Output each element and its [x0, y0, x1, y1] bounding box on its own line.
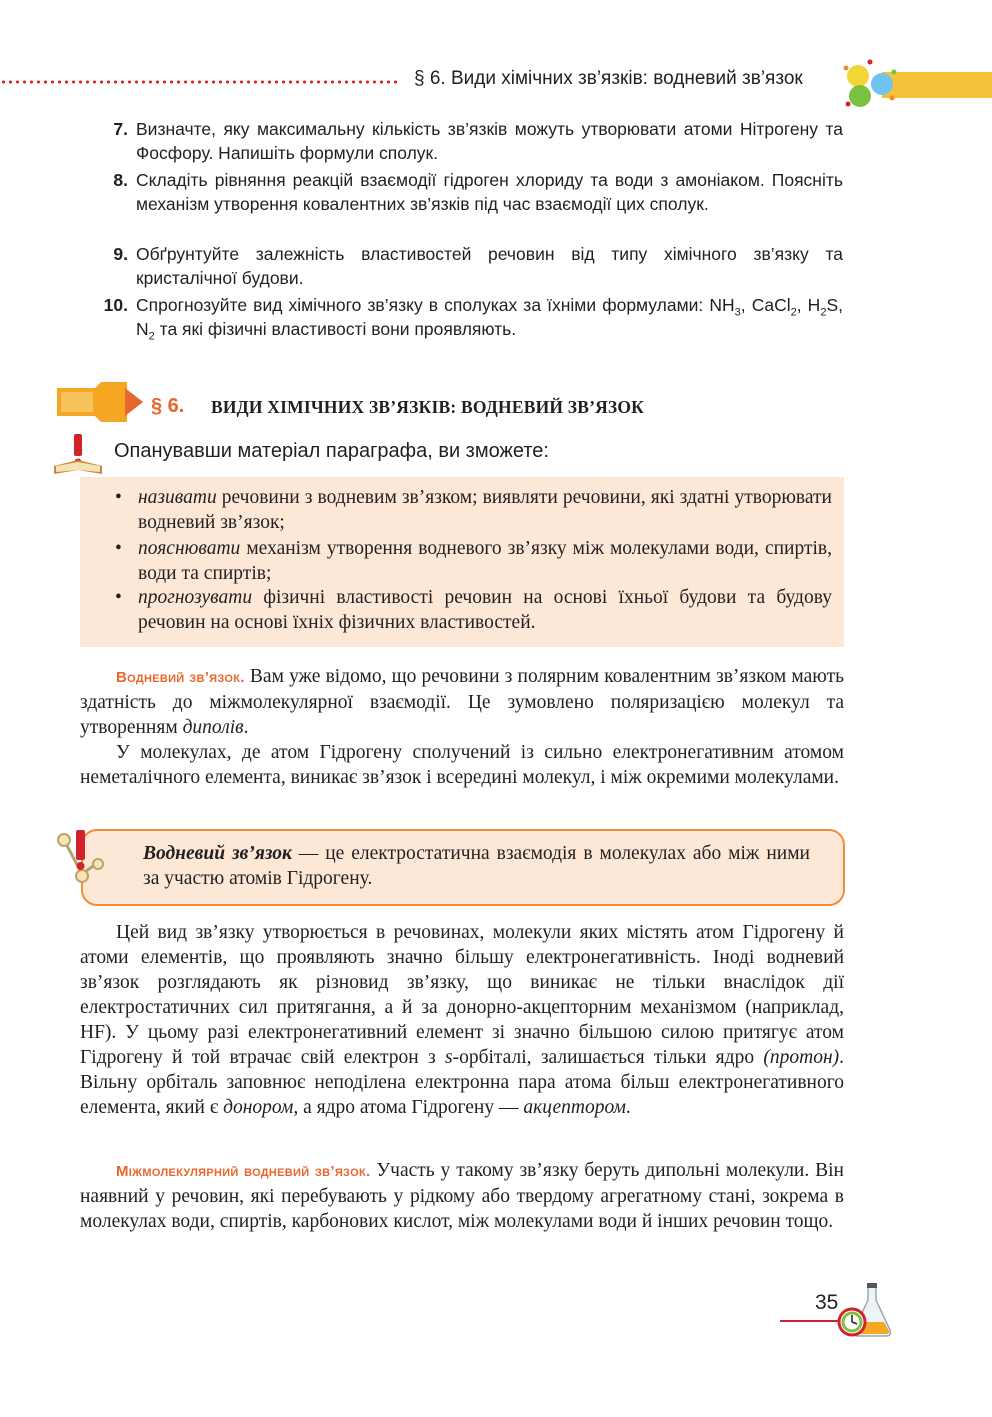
- paragraph-intermolecular: Міжмолекулярний водневий зв’язок. Участь у такому зв’язку беруть дипольні молекули. Він наявний у речовин, які перебувають у рідкому або твердому агрегатному стані, зокрема в молекулах води, спиртів, карбонових кислот, між молекулами води й інших речовин тощо.: [80, 1160, 844, 1232]
- paragraph-molecules: У молекулах, де атом Гідрогену сполучений із сильно електронегативним атомом неметалічного елемента, виникає зв’язок і всередині молекул, і між окремими молекулами.: [80, 742, 844, 788]
- arrow-icon: [55, 380, 145, 424]
- header-dotted-line: [0, 80, 400, 84]
- goal-item: • називати речовини з водневим зв’язком; виявляти речовини, які здатні утворювати водневий зв’язок;: [115, 487, 832, 533]
- page-number: 35: [815, 1291, 839, 1314]
- book-icon: [52, 432, 108, 476]
- header-color-bar: [882, 72, 992, 98]
- paragraph-donor-acceptor: Цей вид зв’язку утворюється в речовинах, молекули яких містять атом Гідрогену й атоми елементів, що проявляють значно більшу електронегативність. Іноді водневий зв’язок розглядають як різновид зв’язку, що виникає не тільки внаслідок дії електростатичних сил притягання, а й за донорно-акцепторним механізмом (наприклад, HF). У цьому разі електронегативний елемент зі значно більшою силою притягує атом Гідрогену й той втрачає свій електрон з s-орбіталі, залишається тільки ядро (протон). Вільну орбіталь заповнює неподілена електронна пара атома більш електронегативного елемента, який є донором, а ядро атома Гідрогену — акцептором.: [80, 922, 844, 1118]
- definition-text: Водневий зв’язок — це електростатична взаємодія в молекулах або між ними за участю атомів Гідрогену.: [143, 843, 810, 889]
- flask-clock-icon: [836, 1282, 896, 1340]
- running-title: § 6. Види хімічних зв’язків: водневий зв’язок: [414, 68, 803, 89]
- paragraph-hydrogen-bond: Водневий зв’язок. Вам уже відомо, що речовини з полярним ковалентним зв’язком мають здатність до міжмолекулярної взаємодії. Це зумовлено поляризацією молекул та утворенням диполів.: [80, 666, 845, 738]
- section-number: § 6.: [151, 395, 185, 417]
- exclamation-molecule-icon: [52, 826, 108, 890]
- molecule-icon: [842, 56, 898, 112]
- goal-item: • пояснювати механізм утворення водневого зв’язку між молекулами води, спиртів, води та спиртів;: [115, 538, 832, 584]
- goal-item: • прогнозувати фізичні властивості речовин на основі їхньої будови та будову речовин на основі їхніх фізичних властивостей.: [115, 587, 832, 633]
- section-title: ВИДИ ХІМІЧНИХ ЗВ’ЯЗКІВ: ВОДНЕВИЙ ЗВ’ЯЗОК: [211, 397, 645, 417]
- intro-text: Опанувавши матеріал параграфа, ви зможете:: [114, 440, 549, 462]
